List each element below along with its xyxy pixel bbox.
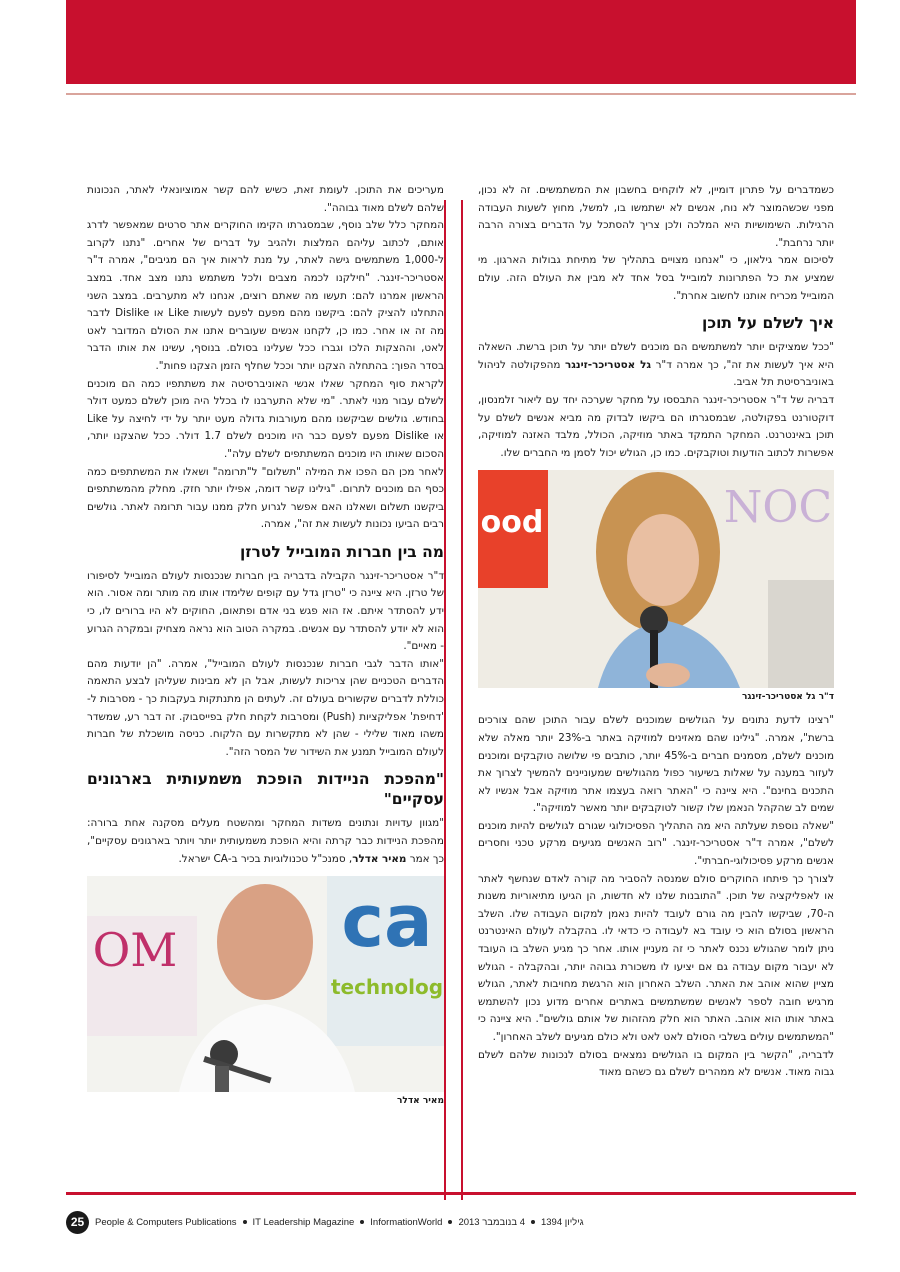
right-paragraph-6: "שאלה נוספת שעלתה היא מה התהליך הפסיכולוגי שגורם לגולשים להיות מוכנים לשלם", אמרה ד"ר אסטריכר-זינגר. "רוב האנשים מגיעים מרקע טכני וחסרים אנשים מרקע פסיכולוגי-חברתי". — [478, 819, 834, 868]
separator-dot-icon — [243, 1220, 247, 1224]
left-paragraph-3: לקראת סוף המחקר שאלו אנשי האוניברסיטה את משתתפיו כמה הם מוכנים לשלם עבור מנוי לאתר. "מי שלא התערבנו לו בכלל היה מוכן לשלם כמעט דולר בחודש. גולשים שביקשנו מהם מעורבות גדולה מעט יותר על ידי לחיצה על Like או Dislike מפעם לפעם כבר היו מוכנים לשלם 1.7 דולר. ככל שהצקנו יותר, הסכום שאותו היו מוכנים המשתתפים לשלם עלה". — [87, 377, 445, 460]
right-column — [478, 182, 834, 1082]
paragraph-text: מהפקולטה לניהול באוניברסיטת תל אביב. — [478, 358, 834, 389]
speaker-photo-meir — [87, 876, 444, 1092]
sign-text-right: technolog — [330, 975, 444, 1000]
footer-item: גיליון 1394 — [540, 1216, 584, 1228]
sign-text-left: OM — [92, 923, 178, 978]
column-rule — [461, 200, 463, 1200]
right-paragraph-7: לצורך כך פיתחו החוקרים סולם שמנסה להסביר מה קורה לאדם שנחשף לאתר או לאפליקציה של תוכן. "התובנות שלנו לא חדשות, הן הגיעו מתיאוריות משנות ה-70, שביקשו להבין מה גורם לעובד להיות נאמן למקום העבודה שלו. השלב הראשון בסולם הוא כי עובד בא לעבודה כי כדאי לו. בהקבלה לעולם האינטרנט ניתן לומר שהגולש נכנס לאתר כי זה מעניין אותו. אחר כך מגיע השלב בו העובד לא יעבור מקום עבודה גם אם יציעו לו משכורת גבוהה יותר, ובהקבלה - הגולש מציין שהוא אוהב את האתר. השלב האחרון הוא הרגשת מחויבות לאתר, הגולש מרגיש חובה לספר לאנשים שמשתמשים באתרים אחרים מדוע נכון להשתמש באתר אותו הוא אוהב. האתר הוא חלק מהזהות של אותם גולשים". היא ציינה כי "המשתמשים עולים בשלבי הסולם לאט לאט ולא כולם מגיעים לשלב האחרון". — [478, 872, 834, 1043]
sign-text-left: ood — [480, 505, 544, 541]
page-number: 25 — [66, 1211, 89, 1234]
left-paragraph-4: לאחר מכן הם הפכו את המילה "תשלום" ל"תרומה" ושאלו את המשתתפים כמה כסף הם מוכנים לתרום. "גילינו קשר דומה, אפילו יותר חזק. מחלק מהמשתתפים ביקשנו תשלום ושאלנו האם אפשר לגרוע חלק ממנו עבור תרומה לאתר. גולשים רבים הביעו נכונות לעשות את זה", אמרה. — [87, 465, 444, 531]
left-paragraph-1: מעריכים את התוכן. לעומת זאת, כשיש להם קשר אמוציונאלי לאתר, הנכונות שלהם לשלם מאוד גבוהה". — [87, 184, 444, 214]
left-paragraph-6: "אותו הדבר לגבי חברות שנכנסות לעולם המובייל", אמרה. "הן יודעות מהם הדברים הטכניים שהן צריכות לעשות, אבל הן לא מבינות שעליהן לבצע התאמה כוללת לדברים שקשורים בעולם זה. לעתים הן מתנתקות בעקבות כך - מסרבות ל-'דחיפת' אפליקציות (Push) ומסרבות לקחת חלק בפייסבוק. זה דבר רע, שמשדר משהו מאוד שלילי - שהן לא מתקשרות עם הלקוח. כניסה מושכלת של חברות לעולם המובייל תמנע את השידור של המסר הזה". — [87, 657, 444, 758]
footer-item: 4 בנובמבר 2013 — [458, 1216, 525, 1228]
sign-text-right: NOC — [723, 482, 833, 534]
paragraph-text: "ככל שמציקים יותר למשתמשים הם מוכנים לשלם יותר על תוכן ברשת. השאלה היא איך לעשות את זה", כך אמרה ד"ר — [478, 341, 834, 371]
right-paragraph-2: לסיכום אמר גילאון, כי "אנחנו מצויים בתהליך של מתיחת גבולות הארגון. מי שמציע את כל הפתרונות למובייל בסל אחד לא מבין את העולם הזה. עולם המובייל מכריח אותנו לחשוב אחרת". — [478, 254, 834, 302]
footer-item: IT Leadership Magazine — [252, 1216, 355, 1228]
separator-dot-icon — [360, 1220, 364, 1224]
footer-rule — [66, 1192, 856, 1195]
footer-item: InformationWorld — [370, 1216, 443, 1228]
speaker-photo-gal-image — [478, 470, 834, 688]
subheading-pay-for-content: איך לשלם על תוכן — [702, 314, 834, 333]
right-paragraph-1: כשמדברים על פתרון דומיין, לא לוקחים בחשבון את המשתמשים. זה לא נכון, מפני שכשהמוצר לא נוח, אנשים לא ישתמשו בו, למשל, מחוץ לשעות העבודה הרגילות. השימושיות היא המלכה ולכן צריך להסתכל על הדברים בצורה הרבה יותר נרחבת". — [478, 184, 834, 249]
left-paragraph-7 — [87, 815, 444, 868]
paragraph-text: , סמנכ"ל טכנולוגיות בכיר ב-CA ישראל. — [178, 852, 353, 865]
paragraph-text: "מגוון עדויות ונתונים משדות המחקר ומהשטח מעלים מסקנה אחת ברורה: מהפכת הניידות כבר קרתה והיא הופכת משמעותית יותר ויותר בארגונים עסקיים", כך אמר — [87, 817, 444, 865]
subheading-mobility-revolution: "מהפכת הניידות הופכת משמעותית בארגונים עסקיים" — [87, 770, 444, 809]
photo-caption-gal-text: ד"ר גל אסטריכר-זינגר — [741, 692, 834, 703]
left-column — [87, 182, 444, 1108]
right-paragraph-3 — [478, 339, 834, 392]
page-footer — [66, 1210, 856, 1234]
right-paragraph-4: דבריה של ד"ר אסטריכר-זינגר התבססו על מחקר שערכה יחד עם ליאור זלמנסון, דוקטורנט בפקולטה, שבמסגרתו הם ביקשו לבדוק מה מביא אנשים לשלם על תוכן באינטרנט. המחקר התמקד באתר מוזיקה, הכולל, מלבד האזנה למוזיקה, אפשרות לכתוב הודעות וטוקבקים. כמו כן, הגולש יכול לסמן מי החברים שלו. — [478, 393, 834, 459]
footer-item: People & Computers Publications — [95, 1216, 237, 1228]
right-paragraph-8: לדבריה, "הקשר בין המקום בו הגולשים נמצאים בסולם לנכונות שלהם לשלם גבוה מאוד. אנשים לא ממהרים לשלם גם כשהם מאוד — [478, 1048, 834, 1079]
subheading-tarzan: מה בין חברות המובייל לטרזן — [239, 542, 444, 561]
header-band — [66, 0, 856, 84]
speaker-photo-meir-image — [87, 876, 444, 1092]
separator-dot-icon — [448, 1220, 452, 1224]
right-paragraph-5: "רצינו לדעת נתונים על הגולשים שמוכנים לשלם עבור התוכן שהם צורכים ברשת", אמרה. "גילינו שהם מאזינים למוזיקה באתר ב-23% יותר מאלה שלא מוכנים לשלם, מסמנים חברים ב-45% יותר, כותבים פי שלושה טוקבקים ומוכנים לעזור במענה על שאלות בשיעור כפול מהגולשים שמעוניינים להמשיך לצרוך את התכנים בחינם". היא ציינה כי "האתר רואה בעצמו אתר מוזיקה אבל אנשיו לא שמים לב שהקהל הנאמן שלו קשור לטוקבקים יותר מאשר למוזיקה". — [478, 714, 834, 815]
speaker-name: מאיר אדלר — [352, 852, 407, 865]
speaker-name: גל אסטריכר-זינגר — [564, 358, 652, 371]
separator-dot-icon — [531, 1220, 535, 1224]
photo-caption-meir: מאיר אדלר — [397, 1096, 444, 1107]
column-rule — [444, 200, 446, 1200]
header-rule — [66, 93, 856, 95]
speaker-photo-gal — [478, 470, 834, 688]
left-paragraph-5: ד"ר אסטריכר-זינגר הקבילה בדבריה בין חברות שנכנסות לעולם המובייל לסיפורו של טרזן. היא ציינה כי "טרזן גדל עם קופים שלימדו אותו מה מותר ומה אסור. הוא ידע להסתדר איתם. אז הוא פגש בני אדם ופתאום, החוקים לא היו ברורים לו, כי הוא לא יודע להסתדר עם אנשים. במקרה הטוב הוא נראה מצחיק ובמקרה הגרוע - מאיים". — [87, 569, 444, 653]
left-paragraph-2: המחקר כלל שלב נוסף, שבמסגרתו הקימו החוקרים אתר סרטים שמאפשר לדרג אותם, לכתוב עליהם המלצות ולהגיב על דברים של אחרים. "נתנו לקרוב ל-1,000 משתמשים גישה לאתר, על מנת לראות איך הם מגיבים", אמרה ד"ר אסטריכר-זינגר. "חילקנו לכמה מצבים ולכל משתמש נתנו מצב אחד. במצב הראשון אמרנו להם: תעשו מה שאתם רוצים, אנחנו לא מתערבים. במצב השני התחלנו להציק להם: ביקשנו מהם מפעם לפעם לעשות Like או Dislike לדבר מה זה או אחר. כמו כן, לקחנו אנשים שעוברים אתנו את הסולם המדובר לאט לאט, וההצקות הלכו וגברו ככל שעלינו בסולם. בנוסף, עשינו את אותו הדבר בסדר הפוך: בהתחלה הצקנו יותר וככל שחלף הזמן הצקנו פחות". — [87, 219, 444, 372]
svg-text:ca: ca — [341, 879, 433, 964]
